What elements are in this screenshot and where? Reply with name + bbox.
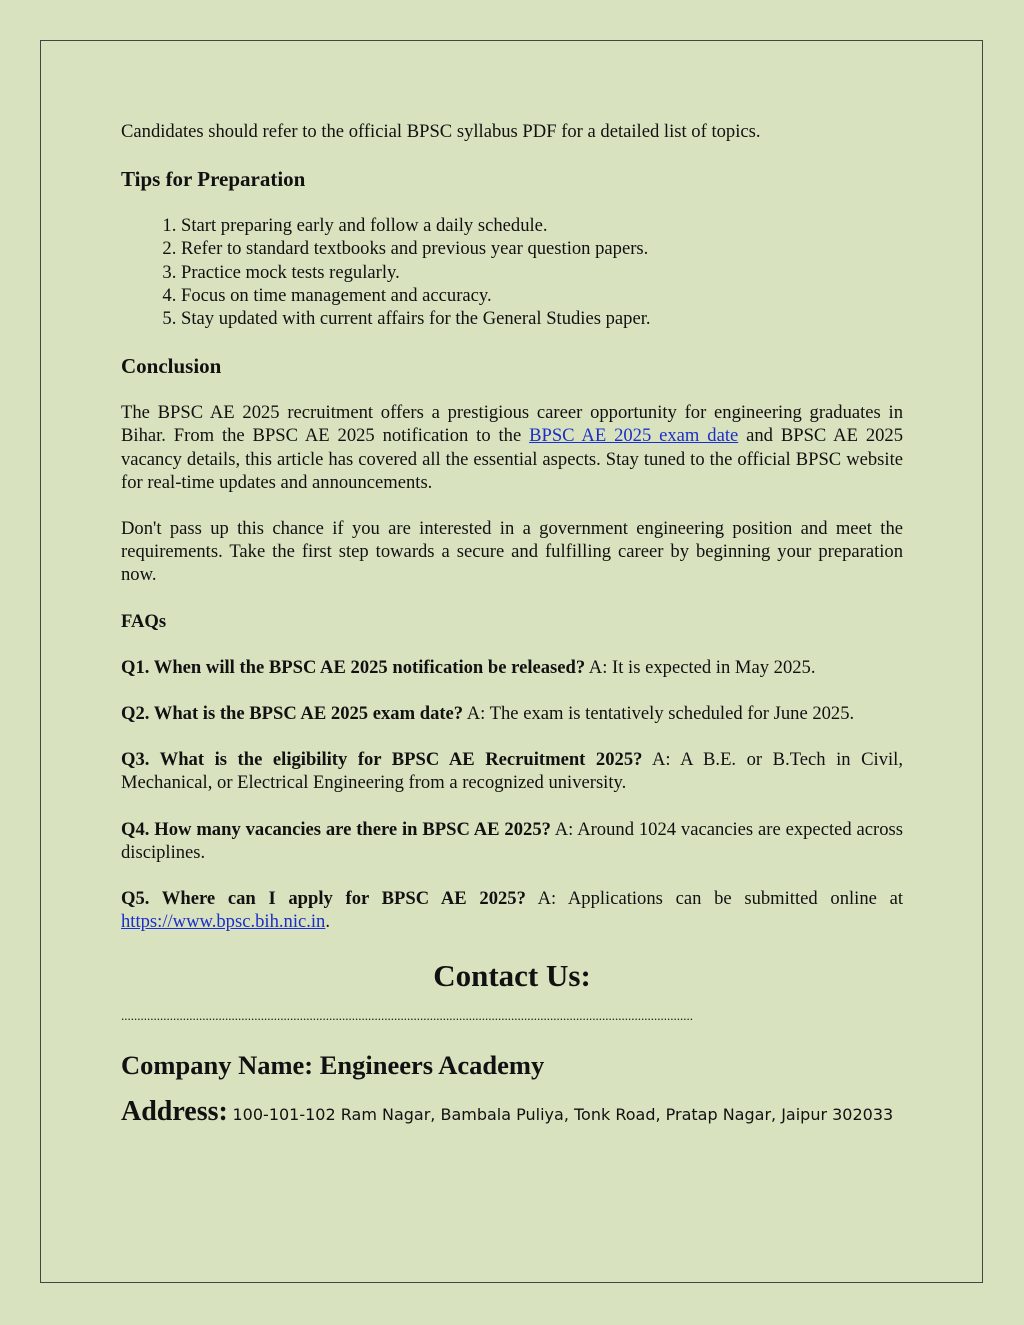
tip-item: 4. Focus on time management and accuracy.: [181, 284, 903, 307]
conclusion-heading: Conclusion: [121, 354, 222, 379]
faq-answer: A: Around 1024 vacancies are expected across disciplines.: [121, 818, 903, 863]
tip-item: 1. Start preparing early and follow a daily schedule.: [181, 214, 903, 237]
document-body: [121, 120, 903, 1127]
faq-item: [121, 887, 903, 933]
tip-item: 3. Practice mock tests regularly.: [181, 261, 903, 284]
conclusion-text-start: The BPSC AE 2025 recruitment offers a prestigious career opportunity for engineering graduates in Bihar. From the BPSC AE 2025 notification to the: [121, 402, 903, 447]
faq-item: [121, 656, 903, 679]
faq-question: Q4. How many vacancies are there in BPSC AE 2025?: [121, 818, 551, 840]
bpsc-website-link[interactable]: https://www.bpsc.bih.nic.in: [121, 911, 326, 933]
dotted-divider: ................................................................................................................................................................................: [121, 1008, 693, 1024]
tip-item: 5. Stay updated with current affairs for the General Studies paper.: [181, 307, 903, 330]
address-label: Address:: [121, 1096, 228, 1128]
tips-heading: Tips for Preparation: [121, 167, 306, 192]
faq-answer: A: A B.E. or B.Tech in Civil, Mechanical, or Electrical Engineering from a recognized university.: [121, 749, 903, 794]
intro-text: Candidates should refer to the official BPSC syllabus PDF for a detailed list of topics.: [121, 121, 761, 142]
closing-paragraph: Don't pass up this chance if you are interested in a government engineering position and meet the requirements. Take the first step towards a secure and fulfilling career by beginning your preparation now.: [121, 518, 903, 586]
faq-question: Q3. What is the eligibility for BPSC AE Recruitment 2025?: [121, 749, 643, 771]
faq-answer: A: It is expected in May 2025.: [585, 656, 816, 678]
faqs-heading: FAQs: [121, 610, 167, 632]
conclusion-text-end: and BPSC AE 2025 vacancy details, this article has covered all the essential aspects. Stay tuned to the official BPSC website for real-time updates and announcements.: [121, 425, 904, 493]
address-block: [121, 1096, 903, 1128]
faq-answer: A: Applications can be submitted online at: [525, 888, 903, 910]
tips-list: [121, 214, 903, 330]
faq-question: Q2. What is the BPSC AE 2025 exam date?: [121, 703, 464, 725]
contact-heading: Contact Us:: [433, 958, 591, 994]
faq-item: [121, 818, 903, 864]
tip-item: 2. Refer to standard textbooks and previous year question papers.: [181, 237, 903, 260]
exam-date-link[interactable]: BPSC AE 2025 exam date: [529, 425, 739, 447]
company-name: Company Name: Engineers Academy: [121, 1050, 545, 1081]
faq-question: Q5. Where can I apply for BPSC AE 2025?: [121, 888, 526, 910]
conclusion-paragraph: [121, 401, 903, 494]
faq-item: [121, 702, 903, 725]
faq-answer-end: .: [325, 911, 331, 933]
faq-item: [121, 748, 903, 794]
faq-answer: A: The exam is tentatively scheduled for June 2025.: [463, 703, 855, 725]
faq-question: Q1. When will the BPSC AE 2025 notification be released?: [121, 656, 586, 678]
address-text: 100-101-102 Ram Nagar, Bambala Puliya, Tonk Road, Pratap Nagar, Jaipur 302033: [232, 1105, 894, 1125]
